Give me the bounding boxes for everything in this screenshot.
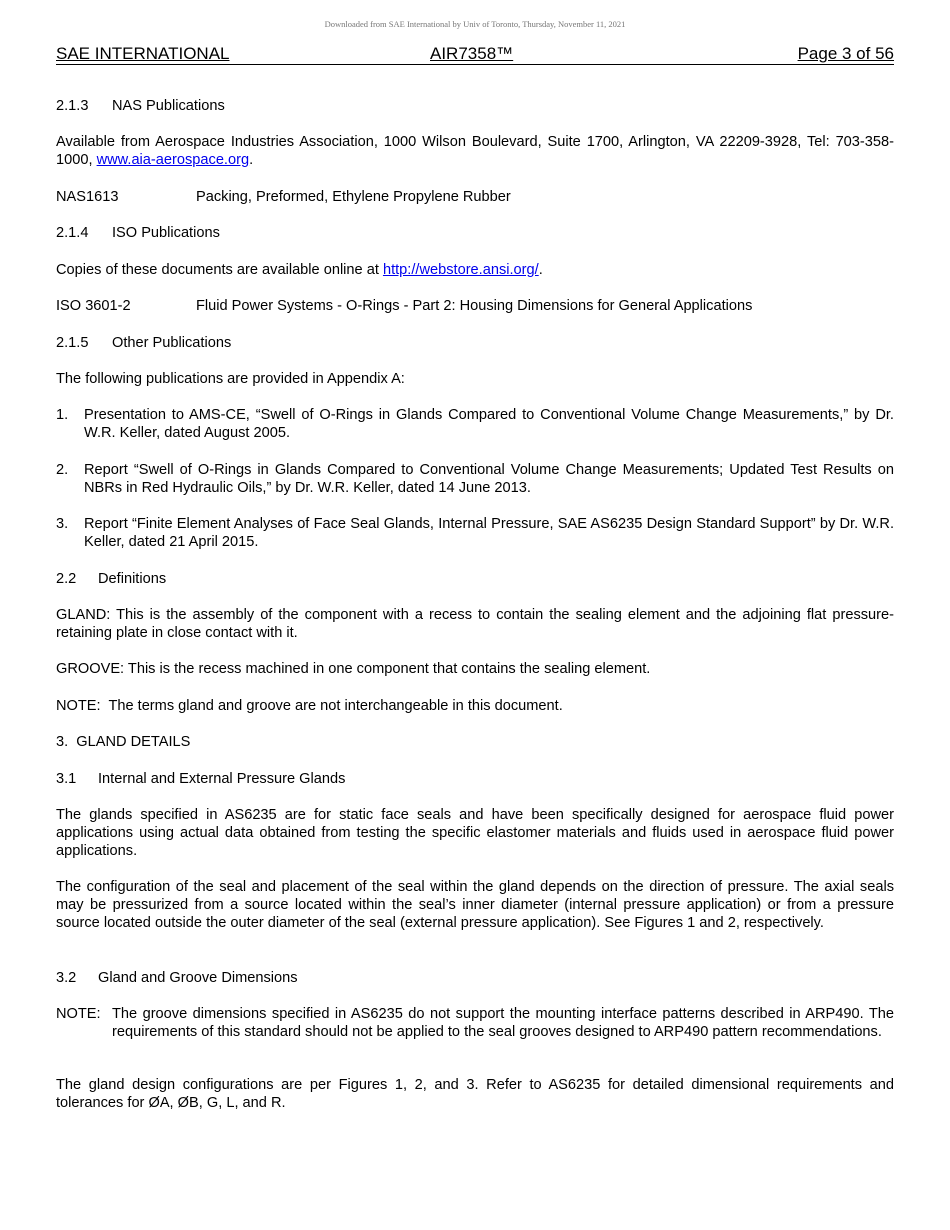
- section-number: 2.1.5: [56, 335, 89, 351]
- section-number: 3.1: [56, 771, 77, 787]
- section-title: Definitions: [98, 571, 167, 587]
- download-note: Downloaded from SAE International by Univ of Toronto, Thursday, November 11, 2021: [324, 19, 626, 29]
- heading-2-2: [56, 570, 894, 588]
- aia-link[interactable]: www.aia-aerospace.org: [96, 152, 250, 169]
- definitions-note: NOTE: The terms gland and groove are not interchangeable in this document.: [56, 698, 563, 714]
- nas-availability: [56, 133, 894, 169]
- list-item: [56, 461, 894, 497]
- reference-iso3601: [56, 297, 894, 315]
- ref-title: Fluid Power Systems - O-Rings - Part 2: Housing Dimensions for General Applications: [196, 298, 753, 314]
- ref-id: NAS1613: [56, 189, 119, 205]
- section-title: ISO Publications: [112, 225, 220, 241]
- paragraph-text: Available from Aerospace Industries Association, 1000 Wilson Boulevard, Suite 1700, Arlington, VA 22209-3928, Tel: 703-358-1000,: [56, 134, 894, 169]
- section-title: Internal and External Pressure Glands: [98, 771, 346, 787]
- note-text: The groove dimensions specified in AS6235 do not support the mounting interface patterns described in ARP490. The requirements of this standard should not be applied to the seal grooves designed to ARP490 pattern recommendations.: [112, 1006, 894, 1041]
- header-doc-id: AIR7358™: [430, 44, 514, 63]
- section-number: 2.2: [56, 571, 77, 587]
- punct: .: [538, 262, 543, 278]
- list-text: Report “Finite Element Analyses of Face Seal Glands, Internal Pressure, SAE AS6235 Design Standard Support” by Dr. W.R. Keller, dated 21 April 2015.: [84, 516, 894, 551]
- groove-note: [56, 1005, 894, 1041]
- paragraph: The gland design configurations are per Figures 1, 2, and 3. Refer to AS6235 for detailed dimensional requirements and tolerances for ØA, ØB, G, L, and R.: [56, 1077, 894, 1112]
- page-header: [56, 44, 894, 65]
- heading-2-1-3: [56, 97, 894, 115]
- heading-2-1-4: [56, 224, 894, 242]
- list-item: [56, 406, 894, 442]
- iso-availability: [56, 261, 894, 279]
- section-number: 2.1.3: [56, 98, 89, 114]
- list-number: 3.: [56, 516, 69, 532]
- heading-3: 3. GLAND DETAILS: [56, 734, 191, 750]
- paragraph: The glands specified in AS6235 are for static face seals and have been specifically designed for aerospace fluid power applications using actual data obtained from testing the specific elastomer materials and fluids used in aerospace fluid power applications.: [56, 807, 894, 860]
- list-text: Presentation to AMS-CE, “Swell of O-Rings in Glands Compared to Conventional Volume Change Measurements,” by Dr. W.R. Keller, dated August 2005.: [84, 407, 894, 442]
- section-number: 3.2: [56, 970, 77, 986]
- note-label: NOTE:: [56, 1006, 101, 1022]
- header-page-number: Page 3 of 56: [797, 44, 894, 63]
- groove-definition: GROOVE: This is the recess machined in one component that contains the sealing element.: [56, 661, 651, 677]
- list-item: [56, 515, 894, 551]
- heading-3-1: [56, 770, 894, 788]
- header-org: SAE INTERNATIONAL: [56, 44, 230, 63]
- section-title: Gland and Groove Dimensions: [98, 970, 298, 986]
- list-number: 2.: [56, 462, 69, 478]
- section-title: Other Publications: [112, 335, 232, 351]
- section-title: NAS Publications: [112, 98, 225, 114]
- paragraph-text: Copies of these documents are available online at: [56, 262, 383, 278]
- list-text: Report “Swell of O-Rings in Glands Compared to Conventional Volume Change Measurements; Updated Test Results on NBRs in Red Hydraulic Oils,” by Dr. W.R. Keller, dated 14 June 2013.: [84, 462, 894, 497]
- list-number: 1.: [56, 407, 69, 423]
- punct: .: [249, 152, 254, 169]
- ref-id: ISO 3601-2: [56, 298, 131, 314]
- reference-nas1613: [56, 188, 894, 206]
- ansi-link[interactable]: http://webstore.ansi.org/: [382, 262, 539, 278]
- paragraph: The configuration of the seal and placement of the seal within the gland depends on the direction of pressure. The axial seals may be pressurized from a source located within the seal’s inner diameter (internal pressure application) or from a pressure source located outside the outer diameter of the seal (external pressure application). See Figures 1 and 2, respectively.: [56, 879, 894, 932]
- heading-3-2: [56, 969, 894, 987]
- appendix-intro: The following publications are provided in Appendix A:: [56, 371, 405, 387]
- section-number: 2.1.4: [56, 225, 89, 241]
- gland-definition: GLAND: This is the assembly of the component with a recess to contain the sealing element and the adjoining flat pressure-retaining plate in close contact with it.: [56, 607, 894, 642]
- heading-2-1-5: [56, 334, 894, 352]
- ref-title: Packing, Preformed, Ethylene Propylene Rubber: [196, 189, 511, 205]
